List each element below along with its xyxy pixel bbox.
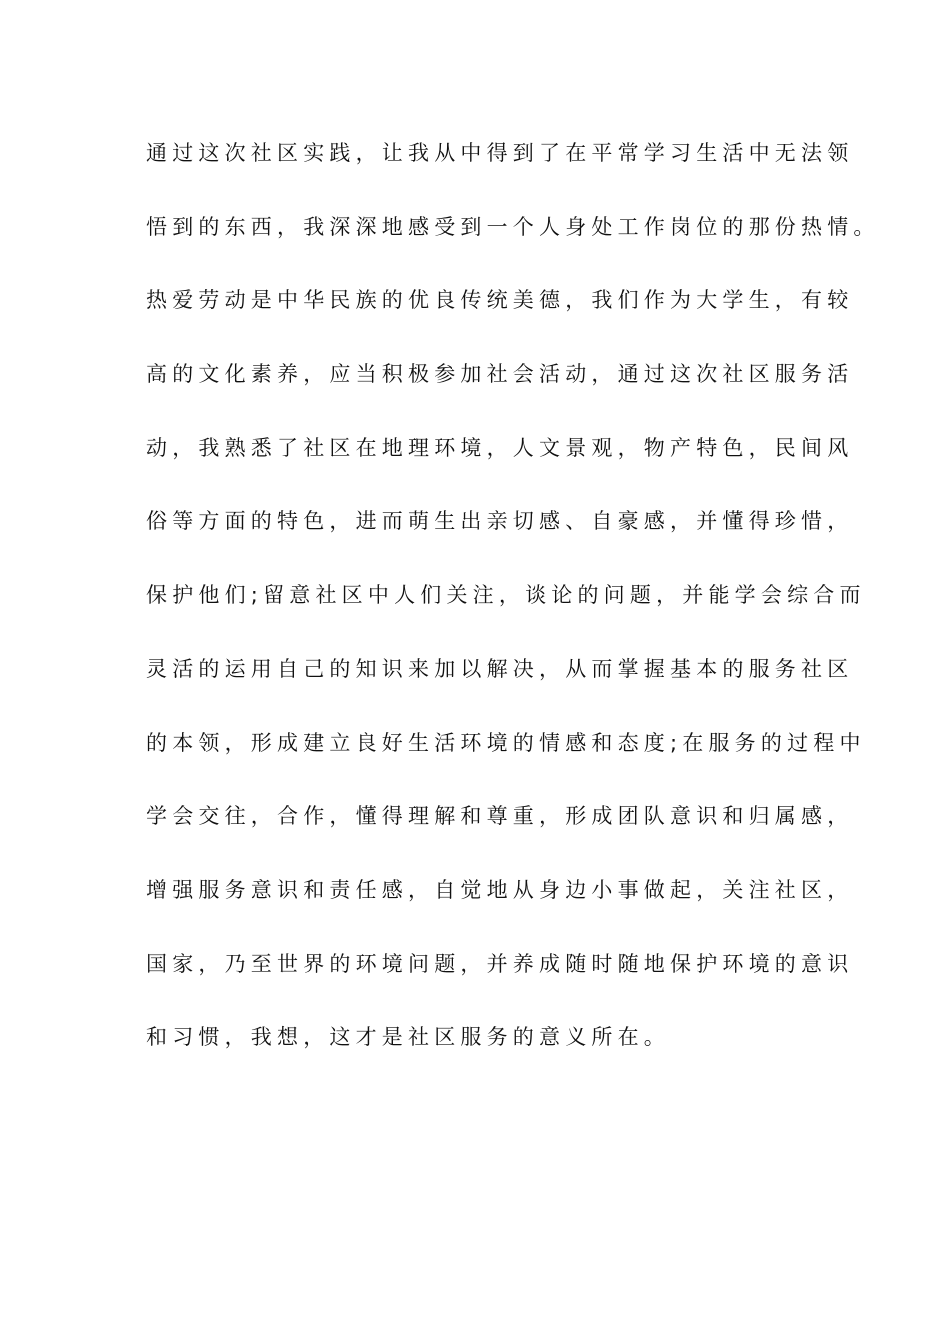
text-line: 俗等方面的特色，进而萌生出亲切感、自豪感，并懂得珍惜， xyxy=(146,509,854,534)
text-line: 灵活的运用自己的知识来加以解决，从而掌握基本的服务社区 xyxy=(146,656,854,681)
text-line: 学会交往，合作，懂得理解和尊重，形成团队意识和归属感， xyxy=(146,804,854,829)
body-paragraph xyxy=(146,132,880,1090)
text-line: 高的文化素养，应当积极参加社会活动，通过这次社区服务活 xyxy=(146,362,854,387)
text-line: 保护他们;留意社区中人们关注，谈论的问题，并能学会综合而 xyxy=(146,583,866,608)
text-line: 悟到的东西，我深深地感受到一个人身处工作岗位的那份热情。 xyxy=(146,214,880,239)
text-line: 的本领，形成建立良好生活环境的情感和态度;在服务的过程中 xyxy=(146,730,866,755)
text-line: 通过这次社区实践，让我从中得到了在平常学习生活中无法领 xyxy=(146,141,854,165)
text-line: 动，我熟悉了社区在地理环境，人文景观，物产特色，民间风 xyxy=(146,435,854,460)
text-line: 和习惯，我想，这才是社区服务的意义所在。 xyxy=(146,1025,670,1050)
text-line: 热爱劳动是中华民族的优良传统美德，我们作为大学生，有较 xyxy=(146,288,854,313)
text-line: 国家，乃至世界的环境问题，并养成随时随地保护环境的意识 xyxy=(146,951,854,976)
text-line: 增强服务意识和责任感，自觉地从身边小事做起，关注社区， xyxy=(146,877,854,902)
